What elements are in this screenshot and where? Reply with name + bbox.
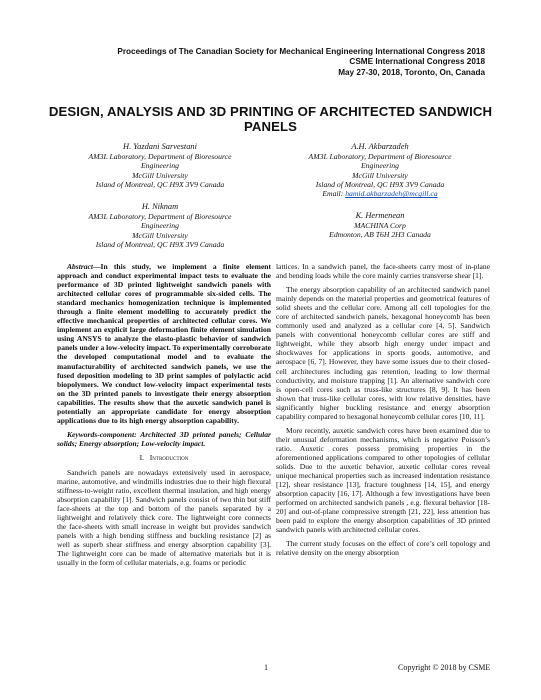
author-email-line (270, 189, 490, 198)
body-paragraph: lattices. In a sandwich panel, the face-sheets carry most of in-plane and bending loads while the core mainly carries transverse shear [1]. (276, 262, 490, 281)
header-line-3: May 27-30, 2018, Toronto, On, Canada (338, 67, 485, 77)
author-name: H. Niknam (141, 202, 179, 211)
section-number: I. (139, 452, 145, 462)
author-name: H. Yazdani Sarvestani (123, 142, 197, 151)
copyright-notice: Copyright © 2018 by CSME (398, 663, 491, 672)
author-affiliation-line: AM3L Laboratory, Department of Bioresource (308, 152, 452, 161)
author-name: A.H. Akbarzadeh (351, 142, 409, 151)
author-affiliation-line: Edmonton, AB T6H 2H3 Canada (329, 230, 431, 240)
author-name: K. Hermenean (355, 211, 405, 220)
header-line-2: CSME International Congress 2018 (349, 57, 485, 67)
paper-title (40, 104, 501, 134)
right-column (276, 262, 490, 562)
abstract (57, 262, 271, 425)
author-affiliation-line: AM3L Laboratory, Department of Bioresource (88, 152, 232, 161)
body-paragraph: Sandwich panels are nowadays extensively used in aerospace, marine, automotive, and windmills industries due to their high flexural stiffness-to-weight ratio, excellent thermal insulation, and high energy absorption capability [1]. Sandwich panels consist of two thin but stiff face-sheets at the top and bottom of the panels separated by a lightweight and relatively thick core. The lightweight core connects the face-sheets with small increase in weight but provides sandwich panels with a high bending stiffness and buckling resistance [2] as well as superb shear stiffness and energy absorption capability [3]. The lightweight core can be made of alternative materials but it is usually in the form of cellular materials, e.g. foams or periodic (57, 467, 271, 568)
header-line-1: Proceedings of The Canadian Society for Mechanical Engineering International Congress 2018 (117, 47, 485, 56)
left-column (57, 262, 271, 573)
section-heading-introduction (57, 453, 271, 462)
proceedings-header (65, 47, 485, 78)
abstract-dash: — (93, 262, 101, 271)
title-line-1: DESIGN, ANALYSIS AND 3D PRINTING OF ARCHITECTED SANDWICH (48, 104, 493, 119)
author-block-hermenean (270, 211, 490, 240)
author-affiliation-line: McGill University (352, 170, 408, 180)
author-affiliation-line: McGill University (132, 170, 188, 180)
author-affiliation-line: Island of Montreal, QC H9X 3V9 Canada (315, 179, 445, 189)
body-paragraph: More recently, auxetic sandwich cores have been examined due to their unusual deformation mechanisms, which is negative Poisson’s ratio. Auxetic cores possess promising properties in the aforementioned applications compared to other topologies of cellular solids. Due to the auxetic behavior, auxetic cellular cores reveal unique mechanical properties such as increased indentation resistance [12], shear resistance [13], fracture toughness [14, 15], and energy absorption capacity [16, 17]. Although a few investigations have been performed on architected sandwich panels , e.g. flexural behavior [18-20] and out-of-plane compressive strength [21, 22], less attention has been paid to explore the energy absorption capabilities of 3D printed sandwich panels with architected cellular cores. (276, 425, 490, 535)
body-paragraph: The energy absorption capability of an architected sandwich panel mainly depends on the material properties and geometrical features of solid sheets and the cellular core. Among all cell topologies for the core of architected sandwich panels, hexagonal honeycomb has been commonly used and analyzed as a cellular core [4, 5]. Sandwich panels with conventional honeycomb cellular cores are stiff and lightweight, while they absorb high energy under impact and shockwaves for applications in sports goods, automotive, and aerospace [6, 7]. However, they have some issues due to their closed-cell architectures including gas retention, leading to low thermal conductivity, and moisture trapping [1]. An alternative sandwich core is open-cell cores such as truss-like structures [8, 9]. It has been shown that truss-like cellular cores, with low relative densities, have significantly higher buckling resistance and energy absorption capability compared to hexagonal honeycomb cellular cores [10, 11]. (276, 285, 490, 421)
abstract-label: Abstract (67, 262, 93, 271)
email-link[interactable]: hamid.akbarzadeh@mcgill.ca (345, 189, 438, 199)
author-block-akbarzadeh (270, 142, 490, 198)
abstract-text: In this study, we implement a finite element approach and conduct experimental impact tests to evaluate the performance of 3D printed lightweight sandwich panels with architected cellular cores of programmable six-sided cells. The standard mechanics homogenization technique is implemented through a finite element modelling to accurately predict the effective mechanical properties of architected cellular cores. We implement an explicit large deformation finite element simulation using ANSYS to analyze the elasto-plastic behavior of sandwich panels under a low-velocity impact. To experimentally corroborate the developed computational model and to evaluate the manufacturability of architected sandwich panels, we use the fused deposition modeling to 3D print samples of polylactic acid biopolymers. We conduct low-velocity impact experimental tests on the 3D printed panels to investigate their energy absorption capabilities. The results show that the auxetic sandwich panel is potentially an appropriate candidate for energy absorption applications due to its high energy absorption capability. (57, 262, 271, 425)
author-block-niknam (50, 202, 270, 249)
page-number: 1 (264, 663, 268, 672)
author-affiliation-line: MACHINA Corp (354, 221, 406, 230)
email-label: Email: (322, 189, 344, 199)
body-paragraph: The current study focuses on the effect of core’s cell topology and relative density on the energy absorption (276, 539, 490, 558)
author-block-sarvestani (50, 142, 270, 189)
section-title: Introduction (149, 452, 189, 462)
author-affiliation-line: Engineering (360, 161, 399, 171)
keywords: Keywords-component: Architected 3D printed panels; Cellular solids; Energy absorption; Low-velocity impact. (57, 429, 271, 448)
author-affiliation-line: McGill University (132, 230, 188, 240)
author-affiliation-line: Island of Montreal, QC H9X 3V9 Canada (95, 239, 225, 249)
title-line-2: PANELS (243, 119, 298, 134)
author-affiliation-line: Island of Montreal, QC H9X 3V9 Canada (95, 179, 225, 189)
author-affiliation-line: AM3L Laboratory, Department of Bioresource (88, 212, 232, 221)
author-affiliation-line: Engineering (140, 221, 179, 231)
author-affiliation-line: Engineering (140, 161, 179, 171)
